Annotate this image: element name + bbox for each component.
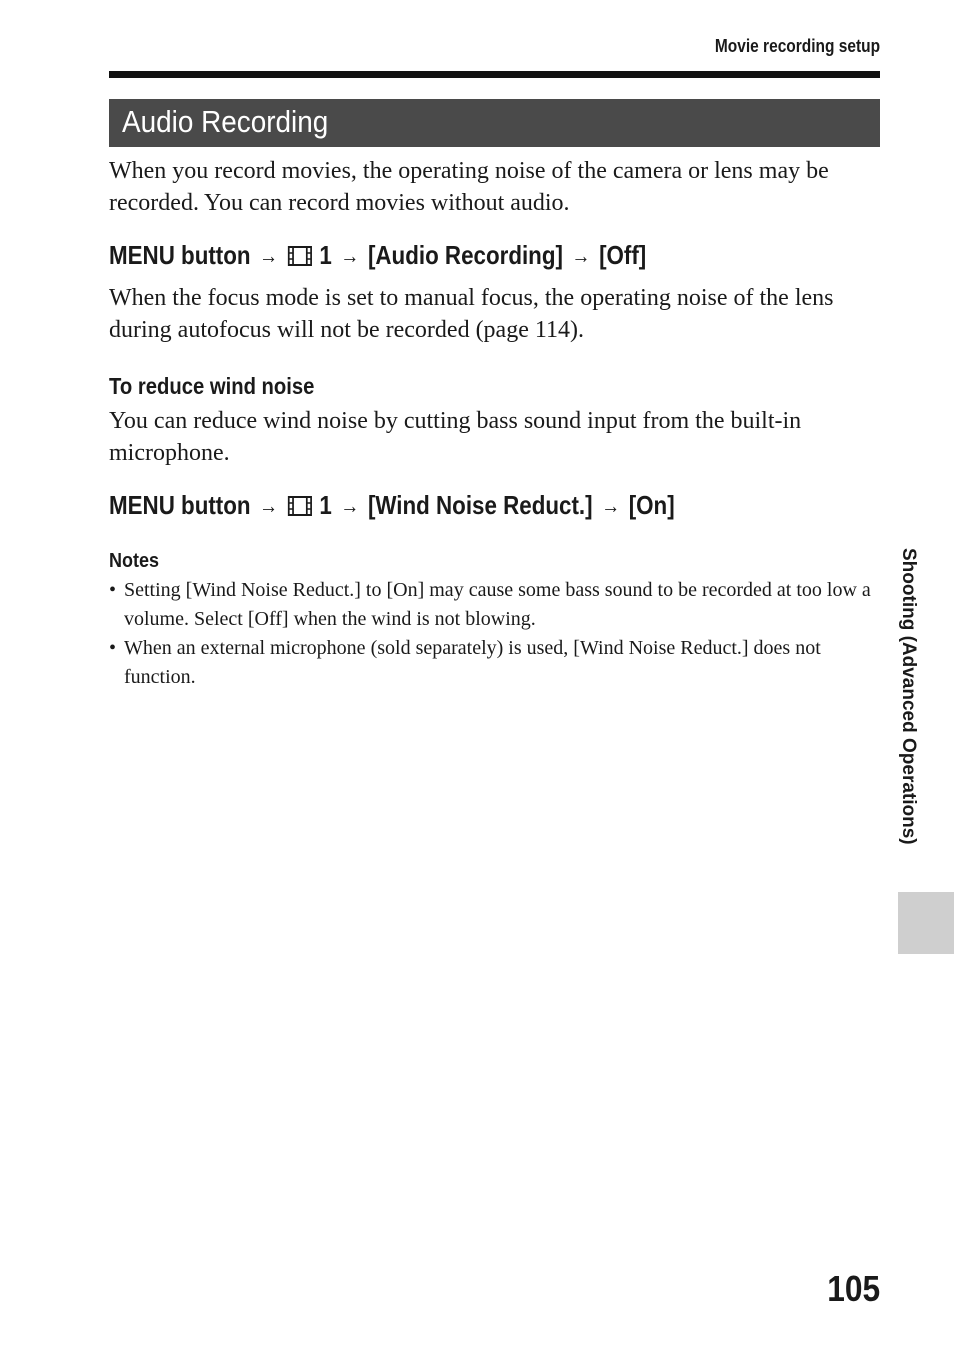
- menu-value-on: [On]: [628, 490, 675, 520]
- header-rule: [109, 71, 880, 78]
- bullet-icon: •: [109, 637, 117, 659]
- intro-paragraph: When you record movies, the operating noise of the camera or lens may be recorded. You can record movies without audio.: [109, 158, 829, 216]
- note-text: When an external microphone (sold separately) is used, [Wind Noise Reduct.] does not function.: [124, 637, 821, 688]
- chapter-tab-marker: [898, 892, 954, 954]
- menu-tab-number: 1: [319, 490, 332, 520]
- page-number: 105: [827, 1268, 880, 1309]
- arrow-icon: →: [259, 242, 279, 268]
- chapter-side-label: [893, 548, 923, 873]
- focus-note-paragraph: When the focus mode is set to manual focus, the operating noise of the lens during autofocus will not be recorded (page 114).: [109, 285, 834, 343]
- running-header: Movie recording setup: [714, 36, 880, 56]
- arrow-icon: →: [340, 242, 360, 268]
- menu-item-audio-recording: [Audio Recording]: [367, 240, 563, 270]
- movie-icon: [287, 494, 313, 518]
- bullet-icon: •: [109, 579, 117, 601]
- arrow-icon: →: [571, 242, 591, 268]
- menu-button-label: MENU button: [109, 490, 251, 520]
- menu-item-wind-noise-reduct: [Wind Noise Reduct.]: [367, 490, 593, 520]
- note-text: Setting [Wind Noise Reduct.] to [On] may cause some bass sound to be recorded at too low a volume. Select [Off] when the wind is not blowing.: [124, 579, 871, 630]
- menu-button-label: MENU button: [109, 240, 251, 270]
- section-title: Audio Recording: [122, 104, 329, 139]
- section-title-bar: [109, 99, 880, 147]
- arrow-icon: →: [601, 492, 621, 518]
- movie-icon: [287, 244, 313, 268]
- arrow-icon: →: [340, 492, 360, 518]
- menu-path-wind-noise: [109, 490, 675, 521]
- note-item: [109, 634, 875, 692]
- note-item: [109, 576, 875, 634]
- wind-noise-paragraph: You can reduce wind noise by cutting bass sound input from the built-in microphone.: [109, 408, 802, 466]
- arrow-icon: →: [259, 492, 279, 518]
- menu-path-audio-recording: [109, 240, 646, 271]
- notes-list: [109, 576, 875, 692]
- menu-value-off: [Off]: [599, 240, 647, 270]
- notes-heading: Notes: [109, 550, 160, 572]
- wind-noise-heading: To reduce wind noise: [109, 373, 315, 399]
- menu-tab-number: 1: [319, 240, 332, 270]
- chapter-label-text: Shooting (Advanced Operations): [898, 548, 919, 845]
